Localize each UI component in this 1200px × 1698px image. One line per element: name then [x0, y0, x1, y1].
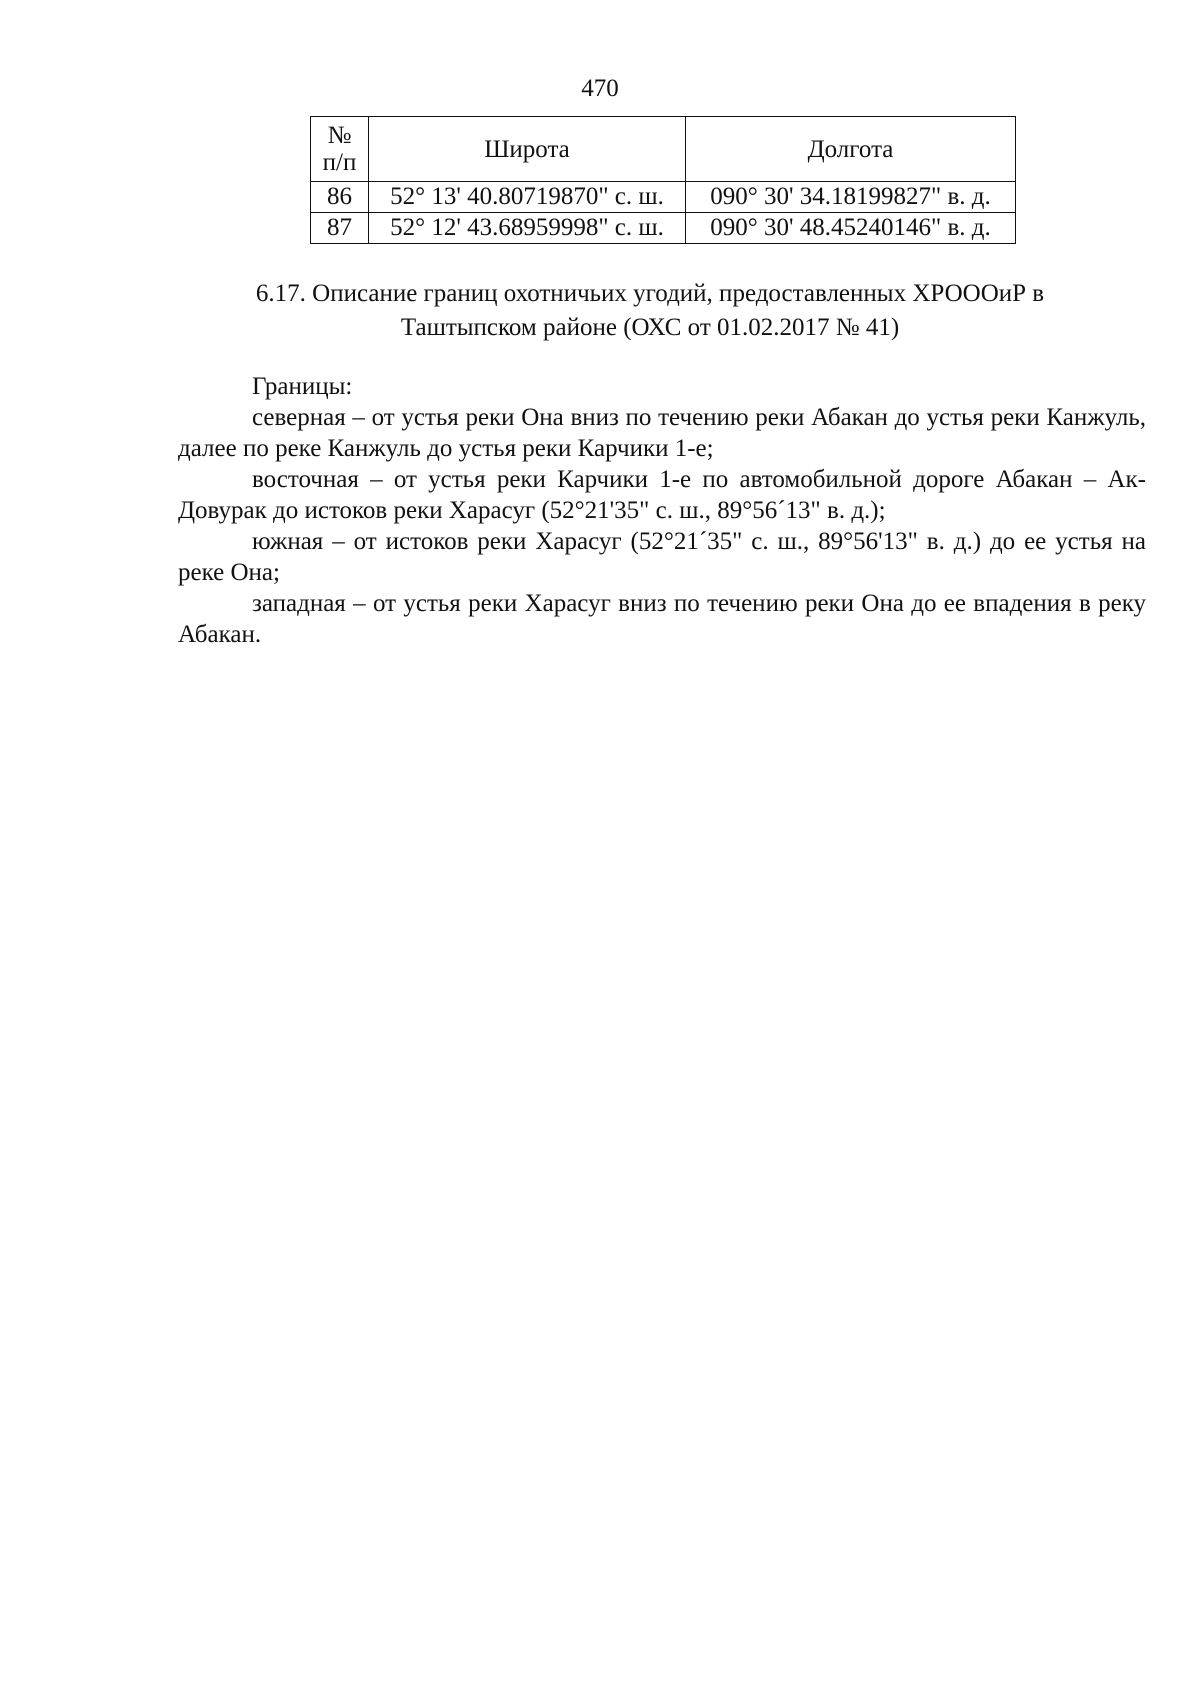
table-header-row — [311, 117, 1016, 182]
header-number-line2: п/п — [322, 149, 357, 176]
row-latitude: 52° 13' 40.80719870" с. ш. — [369, 182, 686, 213]
boundaries-description — [178, 371, 1146, 650]
header-number-line1: № — [327, 122, 352, 149]
boundaries-label: Границы: — [252, 373, 353, 400]
section-heading-line1: 6.17. Описание границ охотничьих угодий, предоставленных ХРОООиР в — [255, 280, 1045, 307]
row-latitude: 52° 12' 43.68959998" с. ш. — [369, 213, 686, 244]
coordinates-table — [310, 116, 1016, 244]
header-latitude: Широта — [369, 117, 686, 182]
boundary-east: восточная – от устья реки Карчики 1-е по автомобильной дороге Абакан – Ак-Довурак до истоков реки Харасуг (52°21'35" с. ш., 89°56´13" в. д.); — [178, 466, 1146, 524]
page-number: 470 — [581, 75, 619, 102]
table-row — [311, 213, 1016, 244]
section-heading — [170, 277, 1130, 345]
table-row — [311, 182, 1016, 213]
row-number: 86 — [311, 182, 369, 213]
row-longitude: 090° 30' 34.18199827" в. д. — [686, 182, 1016, 213]
header-longitude: Долгота — [686, 117, 1016, 182]
header-number — [311, 117, 369, 182]
boundary-north: северная – от устья реки Она вниз по течению реки Абакан до устья реки Канжуль, далее по реке Канжуль до устья реки Карчики 1-е; — [178, 404, 1146, 462]
boundary-west: западная – от устья реки Харасуг вниз по течению реки Она до ее впадения в реку Абакан. — [178, 590, 1146, 648]
row-longitude: 090° 30' 48.45240146" в. д. — [686, 213, 1016, 244]
section-heading-line2: Таштыпском районе (ОХС от 01.02.2017 № 41) — [400, 314, 900, 341]
boundary-south: южная – от истоков реки Харасуг (52°21´35" с. ш., 89°56'13" в. д.) до ее устья на реке Она; — [178, 528, 1146, 586]
row-number: 87 — [311, 213, 369, 244]
